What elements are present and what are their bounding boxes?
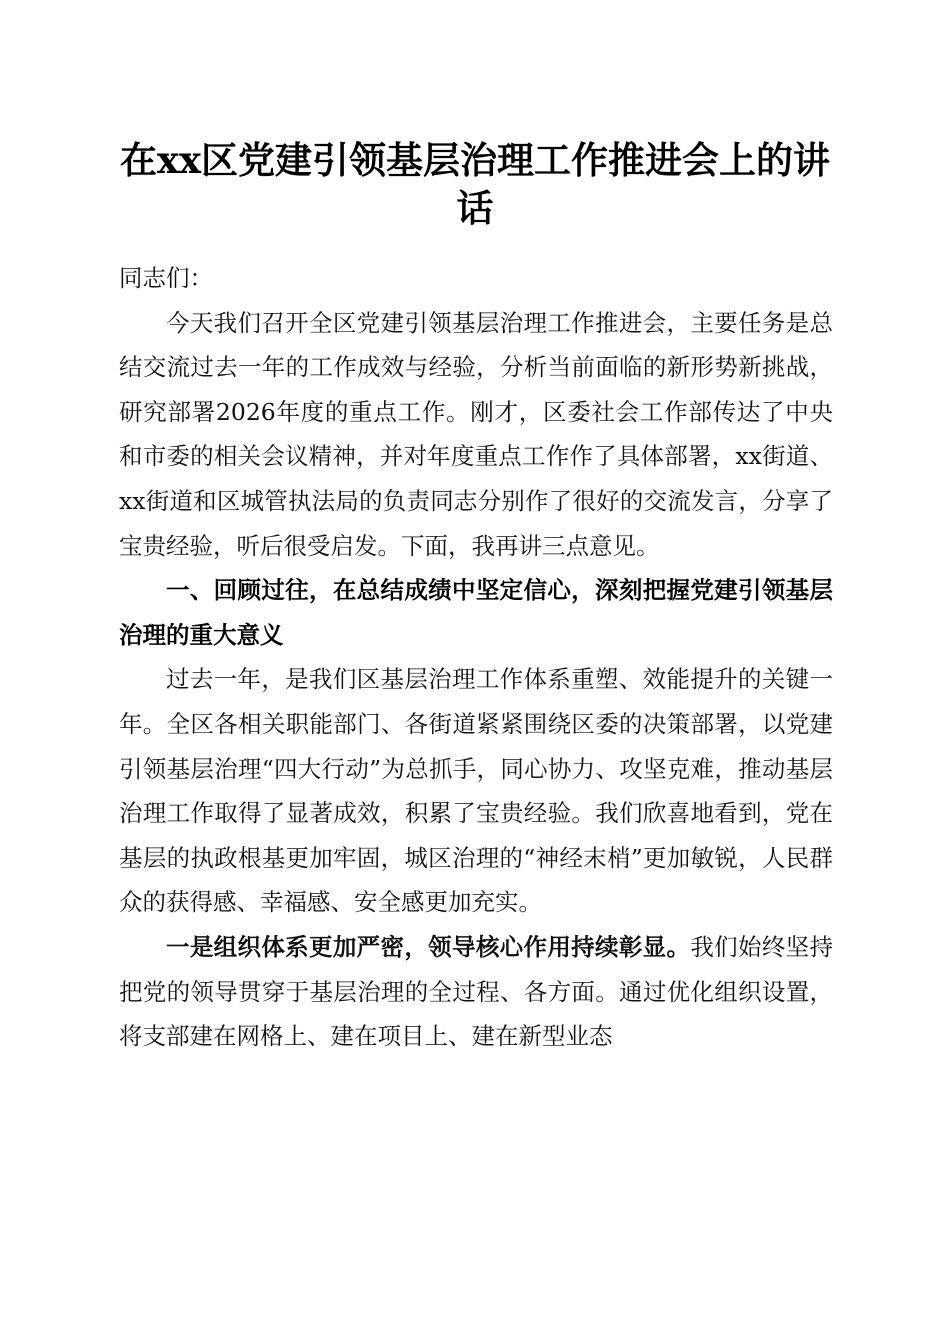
document-body <box>119 256 833 1059</box>
document-title: 在xx区党建引领基层治理工作推进会上的讲话 <box>119 138 831 230</box>
point1-lead: 一是组织体系更加严密，领导核心作用持续彰显。 <box>166 932 691 961</box>
intro-paragraph: 今天我们召开全区党建引领基层治理工作推进会，主要任务是总结交流过去一年的工作成效与经验，分析当前面临的新形势新挑战，研究部署2026年度的重点工作。刚才，区委社会工作部传达了中央和市委的相关会议精神，并对年度重点工作作了具体部署，xx街道、xx街道和区城管执法局的负责同志分别作了很好的交流发言，分享了宝贵经验，听后很受启发。下面，我再讲三点意见。 <box>119 308 833 560</box>
point1-paragraph <box>119 925 833 1059</box>
section1-paragraph: 过去一年，是我们区基层治理工作体系重塑、效能提升的关键一年。全区各相关职能部门、各街道紧紧围绕区委的决策部署，以党建引领基层治理“四大行动”为总抓手，同心协力、攻坚克难，推动基层治理工作取得了显著成效，积累了宝贵经验。我们欣喜地看到，党在基层的执政根基更加牢固，城区治理的“神经末梢”更加敏锐，人民群众的获得感、幸福感、安全感更加充实。 <box>119 665 833 917</box>
section-heading-1: 一、回顾过往，在总结成绩中坚定信心，深刻把握党建引领基层治理的重大意义 <box>119 576 833 649</box>
salutation: 同志们： <box>119 264 213 292</box>
point1-text: 我们始终坚持把党的领导贯穿于基层治理的全过程、各方面。通过优化组织设置，将支部建在网格上、建在项目上、建在新型业态 <box>119 932 834 1051</box>
